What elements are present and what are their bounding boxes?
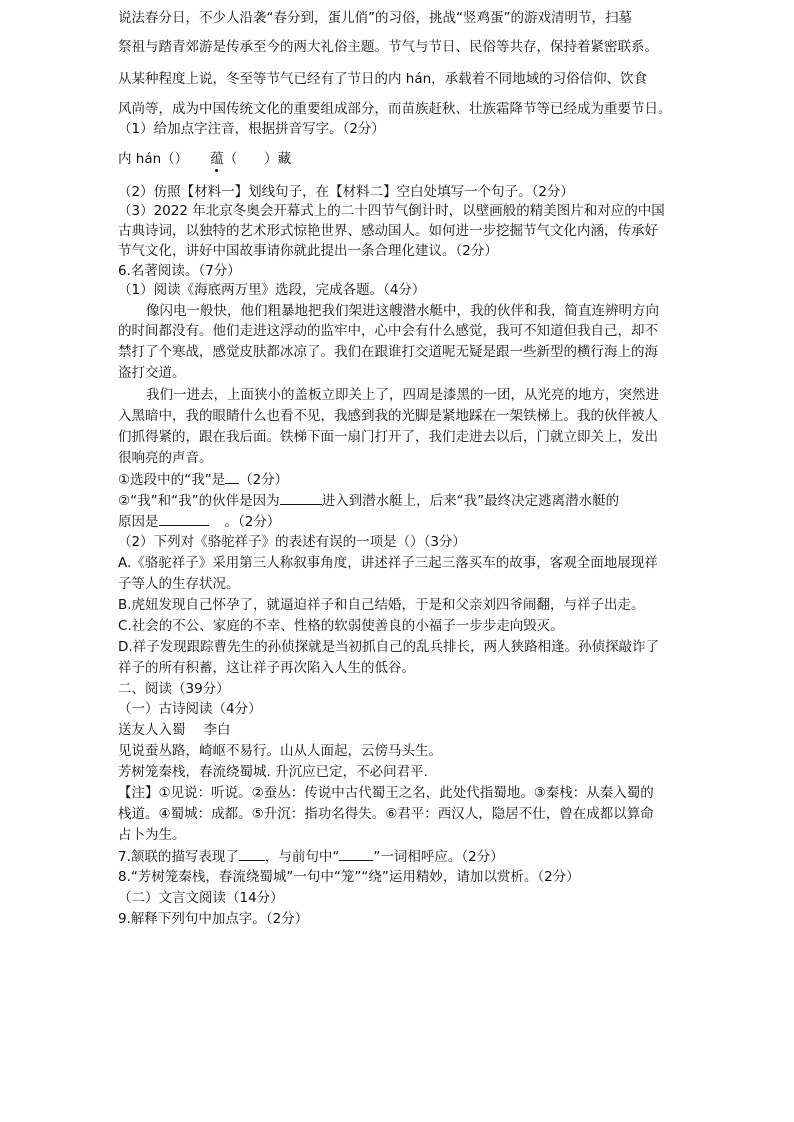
poem-note: 栈道。④蜀城：成都。⑤升沉：指功名得失。⑥君平：西汉人，隐居不仕，曾在成都以算命 [118,806,654,822]
question-6-2: （2）下列对《骆驼祥子》的表述有误的一项是（）（3分） [118,534,466,550]
answer-blank[interactable] [159,512,209,526]
question-5-1-blanks [118,150,678,168]
question-text: ，与前句中“ [264,849,340,865]
answer-blank[interactable] [280,491,322,505]
text-line: 从某种程度上说，冬至等节气已经有了节日的内 hán，承载着不同地域的习俗信仰、饮食 [118,71,648,87]
dotted-char-yun: 蕴 [210,151,224,167]
poem-title-line [118,721,678,739]
option-d-cont: 祥子的所有积蓄，这让祥子再次陷入人生的低谷。 [118,660,415,676]
option-b: B.虎妞发现自己怀孕了，就逼迫祥子和自己结婚，于是和父亲刘四爷闹翻，与祥子出走。 [118,597,645,613]
passage-line: 盗打交道。 [118,365,186,381]
option-d: D.祥子发现跟踪曹先生的孙侦探就是当初抓自己的乱兵排长，两人狭路相逢。孙侦探敲诈了 [118,639,660,655]
question-text: ②“我”和“我”的伙伴是因为 [118,493,280,509]
question-6-heading: 6.名著阅读。（7分） [118,263,241,279]
blank-cang: （ ）藏 [223,151,292,167]
question-text: 进入到潜水艇上，后来“我”最终决定逃离潜水艇的 [321,493,620,509]
poem-note: 【注】①见说：听说。②蚕丛：传说中古代蜀王之名，此处代指蜀地。③秦栈：从秦入蜀的 [118,785,654,801]
passage-line: 很响亮的声音。 [118,450,213,466]
question-9: 9.解释下列句中加点字。（2分） [118,911,309,927]
option-c: C.社会的不公、家庭的不幸、性格的软弱使善良的小福子一步步走向毁灭。 [118,618,564,634]
question-6-1-b [118,491,678,510]
question-text: ①选段中的“我”是 [118,472,226,488]
text-line: 古典诗词，以独特的艺术形式惊艳世界、感动国人。如何进一步挖掘节气文化内涵，传承好 [118,223,658,239]
poem-line: 芳树笼秦栈，春流绕蜀城. 升沉应已定，不必问君平. [118,764,428,780]
passage-paragraph-1: 像闪电一般快，他们粗暴地把我们架进这艘潜水艇中，我的伙伴和我，简直连辨明方向 [146,303,659,319]
text-line: 祭祖与踏青郊游是传承至今的两大礼俗主题。节气与节日、民俗等共存，保持着紧密联系。 [118,39,658,55]
text-line: 说法春分日，不少人沿袭“春分到，蛋儿俏”的习俗，挑战“竖鸡蛋”的游戏清明节，扫墓 [118,10,632,26]
question-text: 原因是 [118,514,159,530]
question-6-1-b-cont [118,512,678,531]
question-5-2: （2）仿照【材料一】划线句子，在【材料二】空白处填写一个句子。（2分） [118,184,574,200]
passage-paragraph-2: 我们一进去，上面狭小的盖板立即关上了，四周是漆黑的一团，从光亮的地方，突然进 [146,387,659,403]
passage-line: 们抓得紧的，跟在我后面。铁梯下面一扇门打开了，我们走进去以后，门就立即关上，发出 [118,429,658,445]
answer-blank[interactable] [225,470,239,484]
question-6-1-a [118,470,678,489]
question-5-3: （3）2022 年北京冬奥会开幕式上的二十四节气倒计时，以壁画般的精美图片和对应的中国 [118,203,665,219]
option-a: A.《骆驼祥子》采用第三人称叙事角度，讲述祥子三起三落买车的故事，客观全面地展现祥 [118,555,658,571]
answer-blank[interactable] [239,847,265,861]
text-line: 节气文化，讲好中国故事请你就此提出一条合理化建议。（2分） [118,243,498,259]
blank-han: 内 hán（） [118,151,189,167]
question-8: 8.“芳树笼秦栈，春流绕蜀城”一句中“笼”“绕”运用精妙，请加以赏析。（2分） [118,869,580,885]
section-poem-heading: （一）古诗阅读（4分） [118,701,262,717]
section-2-heading: 二、阅读（39分） [118,681,230,697]
poem-line: 见说蚕丛路，崎岖不易行。山从人面起，云傍马头生。 [118,743,442,759]
passage-line: 入黑暗中，我的眼睛什么也看不见，我感到我的光脚是紧地踩在一架铁梯上。我的伙伴被人 [118,408,658,424]
poem-note: 占卜为生。 [118,827,186,843]
question-7 [118,847,678,866]
answer-blank[interactable] [339,847,373,861]
score-text: （2分） [239,472,289,488]
score-text: 。（2分） [224,514,281,530]
section-classical-heading: （二）文言文阅读（14分） [118,890,284,906]
text-line: 风尚等，成为中国传统文化的重要组成部分，而苗族赶秋、壮族霜降节等已经成为重要节日。 [118,101,672,117]
question-text: 7.颔联的描写表现了 [118,849,239,865]
question-6-1: （1）阅读《海底两万里》选段，完成各题。（4分） [118,282,426,298]
passage-line: 的时间都没有。他们走进这浮动的监牢中，心中会有什么感觉，我可不知道但我自己，却不 [118,323,658,339]
poem-author: 李白 [203,722,231,738]
poem-title: 送友人入蜀 [118,722,186,738]
score-text: ”一词相呼应。（2分） [373,849,504,865]
passage-line: 禁打了个寒战，感觉皮肤都冰凉了。我们在跟谁打交道呢无疑是跟一些新型的横行海上的海 [118,344,658,360]
option-a-cont: 子等人的生存状况。 [118,576,240,592]
question-5-1: （1）给加点字注音，根据拼音写字。（2分） [118,121,385,137]
